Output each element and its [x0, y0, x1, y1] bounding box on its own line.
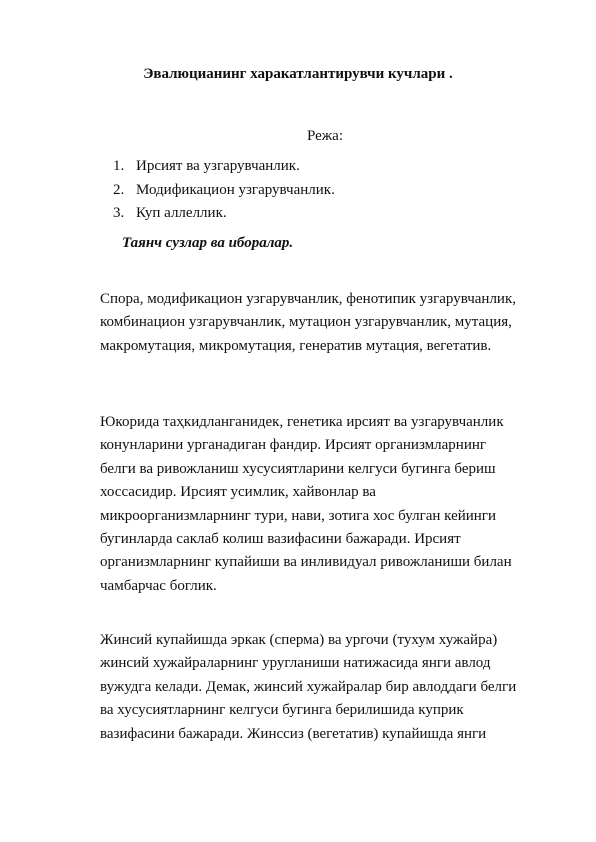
plan-item-text: Ирсият ва узгарувчанлик.: [136, 158, 300, 174]
intro-paragraph: [100, 411, 555, 598]
plan-item-text: Куп аллеллик.: [136, 205, 227, 221]
paragraph-line: вазифасини бажаради. Жинссиз (вегетатив) купайишда янги: [100, 725, 487, 742]
paragraph-line: чамбарчас боглик.: [100, 577, 217, 594]
paragraph-line: макромутация, микромутация, генератив мутация, вегетатив.: [100, 337, 492, 354]
paragraph-line: комбинацион узгарувчанлик, мутацион узгарувчанлик, мутация,: [100, 314, 512, 331]
document-title: Эвалюцианинг харакатлантирувчи кучлари .: [143, 66, 453, 82]
plan-list: [113, 155, 553, 226]
plan-item: [113, 202, 553, 226]
paragraph-line: Спора, модификацион узгарувчанлик, фенотипик узгарувчанлик,: [100, 291, 516, 307]
paragraph-line: Жинсий купайишда эркак (сперма) ва ургочи (тухум хужайра): [100, 632, 498, 648]
keywords-heading: Таянч сузлар ва иборалар.: [122, 235, 294, 251]
paragraph-line: конунларини урганадиган фандир. Ирсият организмларнинг: [100, 437, 487, 454]
plan-item-text: Модификацион узгарувчанлик.: [136, 181, 335, 198]
plan-heading: Режа:: [307, 128, 343, 144]
paragraph-line: вужудга келади. Демак, жинсий хужайралар бир авлоддаги белги: [100, 678, 517, 695]
plan-item: [113, 155, 553, 179]
reproduction-paragraph: [100, 629, 555, 746]
plan-item: [113, 179, 553, 203]
paragraph-line: Юкорида таҳкидланганидек, генетика ирсият ва узгарувчанлик: [100, 414, 504, 430]
paragraph-line: белги ва ривожланиш хусусиятларини келгуси бугинга бериш: [100, 460, 496, 477]
paragraph-line: ва хусусиятларнинг келгуси бугинга берилишида куприк: [100, 702, 464, 719]
plan-item-number: 2.: [113, 181, 125, 198]
plan-item-number: 3.: [113, 205, 125, 221]
paragraph-line: организмларнинг купайиши ва инливидуал ривожланиши билан: [100, 554, 512, 571]
paragraph-line: микроорганизмларнинг тури, нави, зотига хос булган кейинги: [100, 507, 496, 524]
keywords-paragraph: [100, 288, 555, 358]
paragraph-line: жинсий хужайраларнинг уругланиши натижасида янги авлод: [100, 655, 491, 672]
plan-item-number: 1.: [113, 158, 125, 174]
paragraph-line: бугинларда саклаб колиш вазифасини бажаради. Ирсият: [100, 531, 461, 548]
paragraph-line: хоссасидир. Ирсият усимлик, хайвонлар ва: [100, 484, 376, 501]
